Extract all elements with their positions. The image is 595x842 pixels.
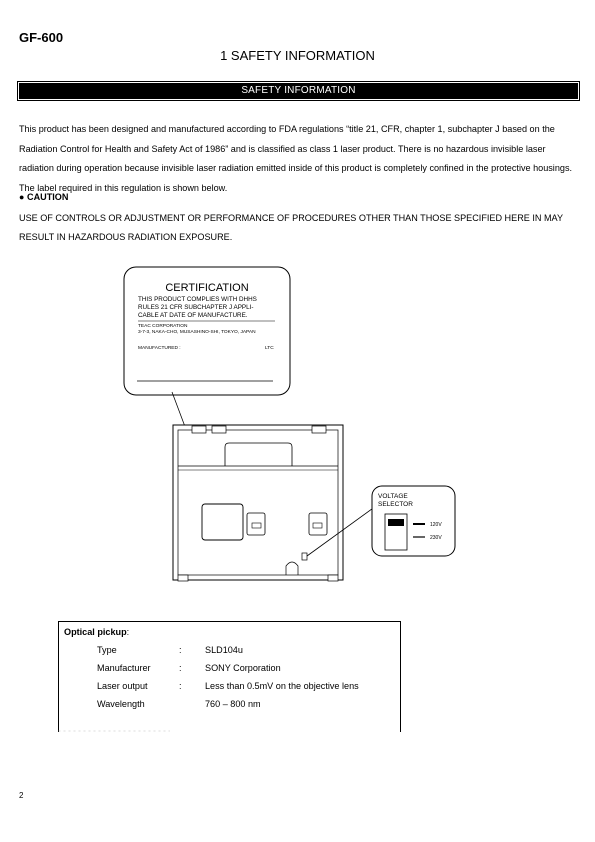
spec-value-laser-output: Less than 0.5mV on the objective lens: [205, 681, 359, 691]
spec-colon-laser-output: :: [179, 681, 182, 691]
optical-pickup-heading-label: Optical pickup: [64, 627, 127, 637]
spec-value-manufacturer: SONY Corporation: [205, 663, 281, 673]
caution-heading: ● CAUTION: [19, 192, 69, 202]
spec-label-type: Type: [97, 645, 117, 655]
cert-title: CERTIFICATION: [165, 282, 249, 294]
spec-label-manufacturer: Manufacturer: [97, 663, 151, 673]
cert-ltc: LTC: [265, 346, 274, 351]
optical-pickup-heading-colon: :: [126, 627, 130, 637]
cert-manufactured: MANUFACTURED :: [138, 346, 181, 351]
spec-value-wavelength: 760 – 800 nm: [205, 699, 261, 709]
spec-value-type: SLD104u: [205, 645, 243, 655]
intro-paragraph: This product has been designed and manufactured according to FDA regulations “title 21, CFR, chapter 1, subchapter J based on the Radiation Control for Health and Safety Act of 1986” and is classified as class 1 laser product. There is no hazardous invisible laser radiation during operation because invisible laser radiation emitted inside of this product is completely confined in the protective housings. The label required in this regulation is shown below.: [19, 124, 573, 193]
voltage-option-120: 120V: [430, 522, 442, 528]
cert-address: 3-7-3, NAKA-CHO, MUSASHINO-SHI, TOKYO, JAPAN: [138, 330, 256, 335]
cert-line2: RULES 21 CFR SUBCHAPTER J APPLI-: [138, 304, 254, 311]
spec-label-laser-output: Laser output: [97, 681, 148, 691]
page-title: 1 SAFETY INFORMATION: [220, 48, 375, 63]
voltage-title-line1: VOLTAGE: [378, 493, 408, 500]
cert-line3: CABLE AT DATE OF MANUFACTURE.: [138, 312, 248, 319]
cert-line1: THIS PRODUCT COMPLIES WITH DHHS: [138, 296, 257, 303]
voltage-title-line2: SELECTOR: [378, 501, 413, 508]
section-bar-label: SAFETY INFORMATION: [241, 85, 356, 96]
spec-colon-type: :: [179, 645, 182, 655]
caution-text: USE OF CONTROLS OR ADJUSTMENT OR PERFORMANCE OF PROCEDURES OTHER THAN THOSE SPECIFIED HERE IN MAY RESULT IN HAZARDOUS RADIATION EXPOSURE.: [19, 213, 563, 242]
model-number: GF-600: [19, 30, 64, 45]
cert-company: TEAC CORPORATION: [138, 324, 188, 329]
spec-label-wavelength: Wavelength: [97, 699, 145, 709]
voltage-option-230: 230V: [430, 535, 442, 541]
spec-colon-manufacturer: :: [179, 663, 182, 673]
page-number: 2: [19, 791, 24, 800]
